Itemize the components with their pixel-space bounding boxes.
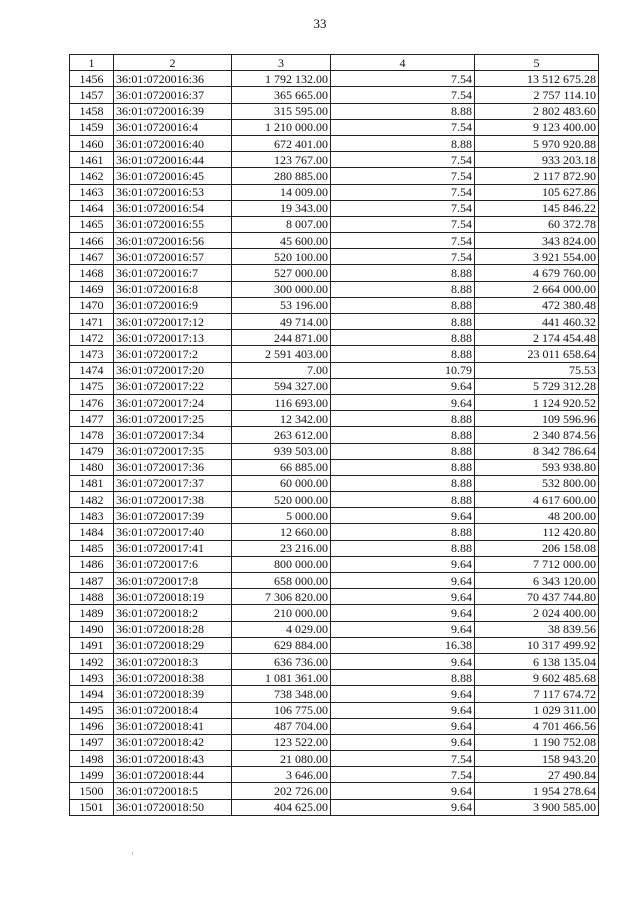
rate-cell: 8.88: [331, 297, 475, 313]
table-row: [70, 702, 599, 718]
table-row: [70, 281, 599, 297]
cadastral-number-cell: 36:01:0720018:29: [114, 637, 232, 653]
value-cell: 2 757 114.10: [475, 87, 599, 103]
cadastral-number-cell: 36:01:0720016:56: [114, 233, 232, 249]
area-cell: 106 775.00: [232, 702, 331, 718]
table-row: [70, 621, 599, 637]
table-row: [70, 265, 599, 281]
table-row: [70, 734, 599, 750]
cadastral-number-cell: 36:01:0720017:2: [114, 346, 232, 362]
table-row: [70, 718, 599, 734]
cadastral-number-cell: 36:01:0720017:8: [114, 573, 232, 589]
table-row: [70, 653, 599, 669]
cadastral-number-cell: 36:01:0720016:7: [114, 265, 232, 281]
rate-cell: 7.54: [331, 87, 475, 103]
table-row: [70, 200, 599, 216]
value-cell: 4 701 466.56: [475, 718, 599, 734]
value-cell: 4 617 600.00: [475, 492, 599, 508]
area-cell: 520 100.00: [232, 249, 331, 265]
row-number-cell: 1466: [70, 233, 114, 249]
area-cell: 300 000.00: [232, 281, 331, 297]
rate-cell: 9.64: [331, 783, 475, 799]
value-cell: 593 938.80: [475, 459, 599, 475]
cadastral-number-cell: 36:01:0720017:40: [114, 524, 232, 540]
area-cell: 210 000.00: [232, 605, 331, 621]
area-cell: 487 704.00: [232, 718, 331, 734]
rate-cell: 9.64: [331, 589, 475, 605]
row-number-cell: 1460: [70, 135, 114, 151]
rate-cell: 7.54: [331, 168, 475, 184]
row-number-cell: 1496: [70, 718, 114, 734]
value-cell: 109 596.96: [475, 411, 599, 427]
value-cell: 38 839.56: [475, 621, 599, 637]
column-header-2: 2: [114, 55, 232, 71]
row-number-cell: 1483: [70, 508, 114, 524]
area-cell: 53 196.00: [232, 297, 331, 313]
row-number-cell: 1456: [70, 71, 114, 87]
rate-cell: 7.54: [331, 71, 475, 87]
value-cell: 23 011 658.64: [475, 346, 599, 362]
value-cell: 10 317 499.92: [475, 637, 599, 653]
area-cell: 629 884.00: [232, 637, 331, 653]
value-cell: 7 117 674.72: [475, 686, 599, 702]
area-cell: 66 885.00: [232, 459, 331, 475]
area-cell: 939 503.00: [232, 443, 331, 459]
rate-cell: 9.64: [331, 378, 475, 394]
row-number-cell: 1468: [70, 265, 114, 281]
table-row: [70, 249, 599, 265]
value-cell: 1 029 311.00: [475, 702, 599, 718]
cadastral-number-cell: 36:01:0720018:50: [114, 799, 232, 815]
row-number-cell: 1477: [70, 411, 114, 427]
rate-cell: 7.54: [331, 119, 475, 135]
row-number-cell: 1500: [70, 783, 114, 799]
cadastral-number-cell: 36:01:0720018:44: [114, 767, 232, 783]
area-cell: 738 348.00: [232, 686, 331, 702]
row-number-cell: 1472: [70, 330, 114, 346]
cadastral-number-cell: 36:01:0720018:19: [114, 589, 232, 605]
cadastral-value-table: [69, 54, 599, 816]
cadastral-number-cell: 36:01:0720017:25: [114, 411, 232, 427]
area-cell: 263 612.00: [232, 427, 331, 443]
table-row: [70, 346, 599, 362]
rate-cell: 7.54: [331, 767, 475, 783]
cadastral-number-cell: 36:01:0720016:57: [114, 249, 232, 265]
row-number-cell: 1482: [70, 492, 114, 508]
area-cell: 3 646.00: [232, 767, 331, 783]
area-cell: 5 000.00: [232, 508, 331, 524]
area-cell: 7.00: [232, 362, 331, 378]
cadastral-number-cell: 36:01:0720016:39: [114, 103, 232, 119]
table-row: [70, 524, 599, 540]
table-row: [70, 459, 599, 475]
cadastral-number-cell: 36:01:0720016:9: [114, 297, 232, 313]
area-cell: 14 009.00: [232, 184, 331, 200]
row-number-cell: 1499: [70, 767, 114, 783]
table-row: [70, 233, 599, 249]
area-cell: 23 216.00: [232, 540, 331, 556]
rate-cell: 8.88: [331, 265, 475, 281]
row-number-cell: 1463: [70, 184, 114, 200]
area-cell: 1 081 361.00: [232, 670, 331, 686]
area-cell: 202 726.00: [232, 783, 331, 799]
rate-cell: 8.88: [331, 281, 475, 297]
cadastral-number-cell: 36:01:0720016:53: [114, 184, 232, 200]
table-header-row: [70, 55, 599, 71]
table-row: [70, 394, 599, 410]
table-row: [70, 637, 599, 653]
cadastral-number-cell: 36:01:0720018:3: [114, 653, 232, 669]
row-number-cell: 1497: [70, 734, 114, 750]
rate-cell: 8.88: [331, 427, 475, 443]
row-number-cell: 1488: [70, 589, 114, 605]
area-cell: 12 342.00: [232, 411, 331, 427]
rate-cell: 9.64: [331, 702, 475, 718]
row-number-cell: 1464: [70, 200, 114, 216]
area-cell: 21 080.00: [232, 751, 331, 767]
cadastral-number-cell: 36:01:0720017:36: [114, 459, 232, 475]
area-cell: 672 401.00: [232, 135, 331, 151]
cadastral-number-cell: 36:01:0720017:20: [114, 362, 232, 378]
table-row: [70, 540, 599, 556]
value-cell: 933 203.18: [475, 152, 599, 168]
value-cell: 105 627.86: [475, 184, 599, 200]
row-number-cell: 1479: [70, 443, 114, 459]
rate-cell: 9.64: [331, 686, 475, 702]
table-row: [70, 103, 599, 119]
row-number-cell: 1492: [70, 653, 114, 669]
row-number-cell: 1469: [70, 281, 114, 297]
cadastral-number-cell: 36:01:0720018:4: [114, 702, 232, 718]
rate-cell: 10.79: [331, 362, 475, 378]
rate-cell: 8.88: [331, 135, 475, 151]
table-row: [70, 492, 599, 508]
value-cell: 13 512 675.28: [475, 71, 599, 87]
value-cell: 343 824.00: [475, 233, 599, 249]
value-cell: 2 802 483.60: [475, 103, 599, 119]
table-row: [70, 605, 599, 621]
value-cell: 4 679 760.00: [475, 265, 599, 281]
area-cell: 636 736.00: [232, 653, 331, 669]
cadastral-number-cell: 36:01:0720018:41: [114, 718, 232, 734]
area-cell: 7 306 820.00: [232, 589, 331, 605]
area-cell: 658 000.00: [232, 573, 331, 589]
cadastral-number-cell: 36:01:0720017:38: [114, 492, 232, 508]
rate-cell: 7.54: [331, 233, 475, 249]
row-number-cell: 1470: [70, 297, 114, 313]
rate-cell: 9.64: [331, 508, 475, 524]
row-number-cell: 1487: [70, 573, 114, 589]
row-number-cell: 1491: [70, 637, 114, 653]
rate-cell: 16.38: [331, 637, 475, 653]
area-cell: 19 343.00: [232, 200, 331, 216]
rate-cell: 9.64: [331, 653, 475, 669]
value-cell: 2 024 400.00: [475, 605, 599, 621]
area-cell: 4 029.00: [232, 621, 331, 637]
row-number-cell: 1462: [70, 168, 114, 184]
cadastral-number-cell: 36:01:0720018:38: [114, 670, 232, 686]
row-number-cell: 1494: [70, 686, 114, 702]
area-cell: 520 000.00: [232, 492, 331, 508]
value-cell: 75.53: [475, 362, 599, 378]
rate-cell: 8.88: [331, 103, 475, 119]
table-row: [70, 443, 599, 459]
area-cell: 116 693.00: [232, 394, 331, 410]
rate-cell: 8.88: [331, 475, 475, 491]
cadastral-number-cell: 36:01:0720017:22: [114, 378, 232, 394]
table-row: [70, 87, 599, 103]
table-row: [70, 135, 599, 151]
value-cell: 1 124 920.52: [475, 394, 599, 410]
rate-cell: 7.54: [331, 216, 475, 232]
page-number: 33: [313, 16, 327, 31]
row-number-cell: 1501: [70, 799, 114, 815]
row-number-cell: 1498: [70, 751, 114, 767]
cadastral-number-cell: 36:01:0720017:41: [114, 540, 232, 556]
table-row: [70, 767, 599, 783]
value-cell: 2 117 872.90: [475, 168, 599, 184]
area-cell: 280 885.00: [232, 168, 331, 184]
rate-cell: 8.88: [331, 459, 475, 475]
value-cell: 8 342 786.64: [475, 443, 599, 459]
cadastral-number-cell: 36:01:0720018:5: [114, 783, 232, 799]
rate-cell: 9.64: [331, 394, 475, 410]
rate-cell: 8.88: [331, 524, 475, 540]
area-cell: 2 591 403.00: [232, 346, 331, 362]
table-row: [70, 297, 599, 313]
area-cell: 404 625.00: [232, 799, 331, 815]
value-cell: 1 954 278.64: [475, 783, 599, 799]
rate-cell: 9.64: [331, 734, 475, 750]
area-cell: 527 000.00: [232, 265, 331, 281]
row-number-cell: 1485: [70, 540, 114, 556]
area-cell: 8 007.00: [232, 216, 331, 232]
rate-cell: 8.88: [331, 443, 475, 459]
value-cell: 206 158.08: [475, 540, 599, 556]
area-cell: 123 767.00: [232, 152, 331, 168]
cadastral-number-cell: 36:01:0720018:42: [114, 734, 232, 750]
row-number-cell: 1458: [70, 103, 114, 119]
rate-cell: 8.88: [331, 492, 475, 508]
rate-cell: 9.64: [331, 605, 475, 621]
rate-cell: 8.88: [331, 540, 475, 556]
row-number-cell: 1471: [70, 314, 114, 330]
table-row: [70, 119, 599, 135]
table-row: [70, 589, 599, 605]
table-row: [70, 362, 599, 378]
rate-cell: 8.88: [331, 330, 475, 346]
cadastral-number-cell: 36:01:0720017:6: [114, 556, 232, 572]
rate-cell: 8.88: [331, 346, 475, 362]
rate-cell: 9.64: [331, 556, 475, 572]
column-header-5: 5: [475, 55, 599, 71]
table-row: [70, 184, 599, 200]
row-number-cell: 1476: [70, 394, 114, 410]
table-row: [70, 216, 599, 232]
column-header-1: 1: [70, 55, 114, 71]
value-cell: 9 123 400.00: [475, 119, 599, 135]
table-row: [70, 314, 599, 330]
row-number-cell: 1489: [70, 605, 114, 621]
table-row: [70, 71, 599, 87]
rate-cell: 7.54: [331, 751, 475, 767]
area-cell: 244 871.00: [232, 330, 331, 346]
cadastral-number-cell: 36:01:0720016:37: [114, 87, 232, 103]
table-row: [70, 556, 599, 572]
value-cell: 3 921 554.00: [475, 249, 599, 265]
area-cell: 60 000.00: [232, 475, 331, 491]
table-row: [70, 378, 599, 394]
rate-cell: 8.88: [331, 670, 475, 686]
row-number-cell: 1467: [70, 249, 114, 265]
cadastral-number-cell: 36:01:0720016:44: [114, 152, 232, 168]
value-cell: 60 372.78: [475, 216, 599, 232]
value-cell: 441 460.32: [475, 314, 599, 330]
row-number-cell: 1490: [70, 621, 114, 637]
cadastral-number-cell: 36:01:0720016:36: [114, 71, 232, 87]
rate-cell: 7.54: [331, 184, 475, 200]
value-cell: 158 943.20: [475, 751, 599, 767]
row-number-cell: 1484: [70, 524, 114, 540]
table-row: [70, 152, 599, 168]
area-cell: 49 714.00: [232, 314, 331, 330]
value-cell: 2 664 000.00: [475, 281, 599, 297]
cadastral-number-cell: 36:01:0720016:55: [114, 216, 232, 232]
cadastral-number-cell: 36:01:0720017:35: [114, 443, 232, 459]
table-row: [70, 475, 599, 491]
row-number-cell: 1461: [70, 152, 114, 168]
value-cell: 112 420.80: [475, 524, 599, 540]
rate-cell: 9.64: [331, 621, 475, 637]
table-row: [70, 427, 599, 443]
cadastral-number-cell: 36:01:0720017:39: [114, 508, 232, 524]
cadastral-number-cell: 36:01:0720016:8: [114, 281, 232, 297]
cadastral-number-cell: 36:01:0720017:12: [114, 314, 232, 330]
rate-cell: 7.54: [331, 200, 475, 216]
row-number-cell: 1474: [70, 362, 114, 378]
area-cell: 365 665.00: [232, 87, 331, 103]
cadastral-number-cell: 36:01:0720017:13: [114, 330, 232, 346]
row-number-cell: 1481: [70, 475, 114, 491]
value-cell: 145 846.22: [475, 200, 599, 216]
cadastral-number-cell: 36:01:0720016:54: [114, 200, 232, 216]
value-cell: 9 602 485.68: [475, 670, 599, 686]
row-number-cell: 1473: [70, 346, 114, 362]
cadastral-number-cell: 36:01:0720017:37: [114, 475, 232, 491]
value-cell: 2 340 874.56: [475, 427, 599, 443]
area-cell: 45 600.00: [232, 233, 331, 249]
cadastral-number-cell: 36:01:0720016:40: [114, 135, 232, 151]
table-row: [70, 799, 599, 815]
value-cell: 70 437 744.80: [475, 589, 599, 605]
value-cell: 532 800.00: [475, 475, 599, 491]
area-cell: 594 327.00: [232, 378, 331, 394]
row-number-cell: 1457: [70, 87, 114, 103]
scan-artifact: [132, 852, 133, 855]
rate-cell: 9.64: [331, 799, 475, 815]
row-number-cell: 1475: [70, 378, 114, 394]
value-cell: 6 343 120.00: [475, 573, 599, 589]
table-row: [70, 783, 599, 799]
area-cell: 1 210 000.00: [232, 119, 331, 135]
cadastral-number-cell: 36:01:0720017:34: [114, 427, 232, 443]
value-cell: 5 970 920.88: [475, 135, 599, 151]
cadastral-number-cell: 36:01:0720016:45: [114, 168, 232, 184]
rate-cell: 8.88: [331, 411, 475, 427]
column-header-3: 3: [232, 55, 331, 71]
table-row: [70, 330, 599, 346]
rate-cell: 7.54: [331, 249, 475, 265]
table-row: [70, 670, 599, 686]
value-cell: 3 900 585.00: [475, 799, 599, 815]
rate-cell: 9.64: [331, 573, 475, 589]
rate-cell: 9.64: [331, 718, 475, 734]
value-cell: 27 490.84: [475, 767, 599, 783]
table-row: [70, 411, 599, 427]
row-number-cell: 1465: [70, 216, 114, 232]
rate-cell: 8.88: [331, 314, 475, 330]
value-cell: 7 712 000.00: [475, 556, 599, 572]
value-cell: 472 380.48: [475, 297, 599, 313]
row-number-cell: 1486: [70, 556, 114, 572]
rate-cell: 7.54: [331, 152, 475, 168]
value-cell: 1 190 752.08: [475, 734, 599, 750]
value-cell: 5 729 312.28: [475, 378, 599, 394]
area-cell: 123 522.00: [232, 734, 331, 750]
table-row: [70, 573, 599, 589]
row-number-cell: 1459: [70, 119, 114, 135]
value-cell: 6 138 135.04: [475, 653, 599, 669]
table-row: [70, 686, 599, 702]
cadastral-number-cell: 36:01:0720018:28: [114, 621, 232, 637]
table-row: [70, 168, 599, 184]
cadastral-number-cell: 36:01:0720018:43: [114, 751, 232, 767]
row-number-cell: 1478: [70, 427, 114, 443]
column-header-4: 4: [331, 55, 475, 71]
row-number-cell: 1480: [70, 459, 114, 475]
value-cell: 2 174 454.48: [475, 330, 599, 346]
area-cell: 315 595.00: [232, 103, 331, 119]
row-number-cell: 1495: [70, 702, 114, 718]
table-row: [70, 508, 599, 524]
cadastral-number-cell: 36:01:0720016:4: [114, 119, 232, 135]
area-cell: 800 000.00: [232, 556, 331, 572]
table-body: [70, 71, 599, 816]
row-number-cell: 1493: [70, 670, 114, 686]
table-row: [70, 751, 599, 767]
cadastral-number-cell: 36:01:0720018:2: [114, 605, 232, 621]
area-cell: 1 792 132.00: [232, 71, 331, 87]
cadastral-number-cell: 36:01:0720018:39: [114, 686, 232, 702]
cadastral-number-cell: 36:01:0720017:24: [114, 394, 232, 410]
value-cell: 48 200.00: [475, 508, 599, 524]
area-cell: 12 660.00: [232, 524, 331, 540]
